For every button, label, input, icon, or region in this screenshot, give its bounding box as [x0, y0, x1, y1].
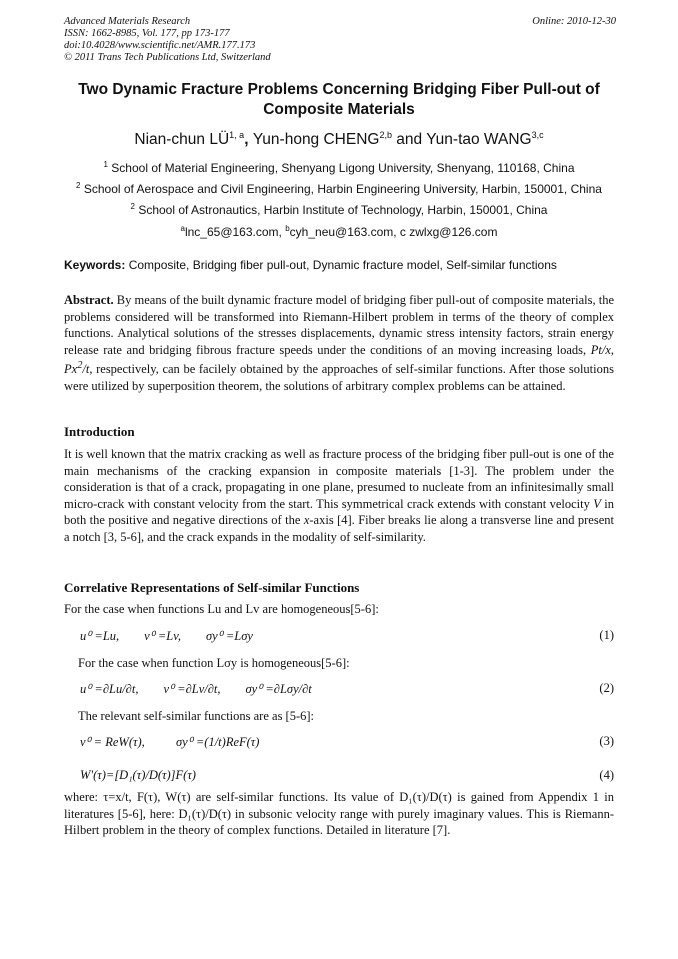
- doi-line[interactable]: doi:10.4028/www.scientific.net/AMR.177.173: [64, 40, 256, 51]
- email-sup: a: [180, 224, 185, 233]
- affiliation-sup: 2: [130, 202, 135, 211]
- load-term: Pt/x: [590, 342, 611, 357]
- affiliation-text: School of Aerospace and Civil Engineering, Harbin Engineering University, Harbin, 150001, China: [83, 182, 602, 196]
- keywords: [64, 258, 624, 272]
- equation-expression: W'(τ)=[D₁(τ)/D(τ)]F(τ): [80, 768, 196, 782]
- author-sup: 2,b: [379, 130, 392, 140]
- equation-4: [80, 768, 614, 786]
- affiliation-text: School of Astronautics, Harbin Institute of Technology, Harbin, 150001, China: [138, 203, 548, 217]
- abstract-text: By means of the built dynamic fracture model of bridging fiber pull-out of composite materials, the problems considered will be transformed into Riemann-Hilbert problem in terms of the theory of complex functions. Analytical solutions of the stresses displacements, dynamic stress intensity factors, strain energy release rate and bridging fibrous fracture speeds under the conditions of an moving increasing loads,: [64, 293, 614, 357]
- intro-text: -axis [4]. Fiber breaks lie along a transverse line and present a notch [3, 5-6], and the crack expands in the modality of self-similarity.: [64, 513, 614, 544]
- copyright-line: © 2011 Trans Tech Publications Ltd, Switzerland: [64, 52, 271, 63]
- author-sup: 1, a: [229, 130, 245, 140]
- equation-1: [80, 628, 614, 646]
- keywords-text: Composite, Bridging fiber pull-out, Dynamic fracture model, Self-similar functions: [125, 258, 557, 272]
- paper-title: Two Dynamic Fracture Problems Concerning Bridging Fiber Pull-out of Composite Materials: [78, 81, 600, 118]
- load-term-exp: 2: [77, 360, 83, 371]
- affiliation-sup: 2: [76, 181, 81, 190]
- equation-expression: v⁰ = ReW(τ), σy⁰ =(1/t)ReF(τ): [80, 735, 260, 749]
- intro-text: in both the positive and negative directions of the: [64, 496, 614, 527]
- intro-var: V: [593, 496, 601, 511]
- equation-2: [80, 681, 614, 699]
- introduction-paragraph: [64, 446, 614, 545]
- intro-text: It is well known that the matrix cracking as well as fracture process of the bridging fiber pull-out is one of the main mechanisms of the cracking expansion in composite materials [1-3]. The problem under the consideration is that of a crack, propagating in one plane, presumed to nucleate from an infinitesimally small micro-crack with constant velocity from the start. This symmetrical crack extends with constant velocity: [64, 447, 614, 511]
- author-emails: [40, 222, 638, 239]
- equation-number: (4): [599, 768, 614, 782]
- affiliation-text: School of Material Engineering, Shenyang Ligong University, Shenyang, 110168, China: [111, 161, 575, 175]
- equation-expression: u⁰ =∂Lu/∂t, v⁰ =∂Lv/∂t, σy⁰ =∂Lσy/∂t: [80, 682, 312, 696]
- email-a[interactable]: lnc_65@163.com,: [184, 225, 286, 239]
- section-heading: Introduction: [64, 424, 135, 439]
- affiliation: [40, 200, 638, 217]
- affiliation-sup: 1: [103, 160, 108, 169]
- author-list: [40, 130, 638, 149]
- load-term-tail: /t: [82, 362, 90, 377]
- abstract-text: ,: [610, 342, 614, 357]
- affiliation: [40, 158, 638, 175]
- author-name: Nian-chun LÜ: [134, 131, 230, 149]
- issn-line: ISSN: 1662-8985, Vol. 177, pp 173-177: [64, 28, 230, 39]
- journal-header: [64, 16, 616, 64]
- email-b[interactable]: cyh_neu@163.com, c zwlxg@126.com: [289, 225, 498, 239]
- where-paragraph: where: τ=x/t, F(τ), W(τ) are self-similar functions. Its value of D₁(τ)/D(τ) is gained from Appendix 1 in literatures [5-6], here: D₁(τ)/D(τ) in subsonic velocity range with purely imaginary values. This is Riemann-Hilbert problem in the theory of complex functions. Detailed in literature [7].: [64, 790, 614, 837]
- affiliation: [40, 179, 638, 196]
- author-separator: ,: [244, 131, 253, 149]
- equation-number: (3): [599, 734, 614, 748]
- equation-3: [80, 734, 614, 752]
- author-sup: 3,c: [531, 130, 544, 140]
- keywords-label: Keywords:: [64, 258, 126, 272]
- equation-expression: u⁰ =Lu, v⁰ =Lv, σy⁰ =Lσy: [80, 629, 253, 643]
- author-name: Yun-hong CHENG: [252, 131, 380, 149]
- equation-number: (1): [599, 628, 614, 642]
- equation-number: (2): [599, 681, 614, 695]
- load-term-base: Px: [64, 362, 78, 377]
- intro-var: x: [303, 513, 310, 527]
- section-heading: Correlative Representations of Self-similar Functions: [64, 580, 360, 595]
- author-name: Yun-tao WANG: [426, 131, 532, 149]
- body-paragraph: For the case when function Lσy is homogeneous[5-6]:: [78, 656, 350, 670]
- author-separator: and: [391, 131, 427, 149]
- load-term: [64, 362, 89, 376]
- body-paragraph: For the case when functions Lu and Lv are homogeneous[5-6]:: [64, 602, 379, 616]
- journal-name: Advanced Materials Research: [64, 16, 191, 27]
- body-paragraph: The relevant self-similar functions are as [5-6]:: [78, 709, 315, 723]
- email-sup: b: [285, 224, 290, 233]
- abstract-text: , respectively, can be facilely obtained by the approaches of self-similar functions. After those solutions were utilized by superposition theorem, the solutions of arbitrary complex problems can be attained.: [64, 362, 614, 393]
- abstract-label: Abstract.: [64, 293, 114, 307]
- abstract: [64, 292, 614, 394]
- online-date: Online: 2010-12-30: [532, 16, 616, 27]
